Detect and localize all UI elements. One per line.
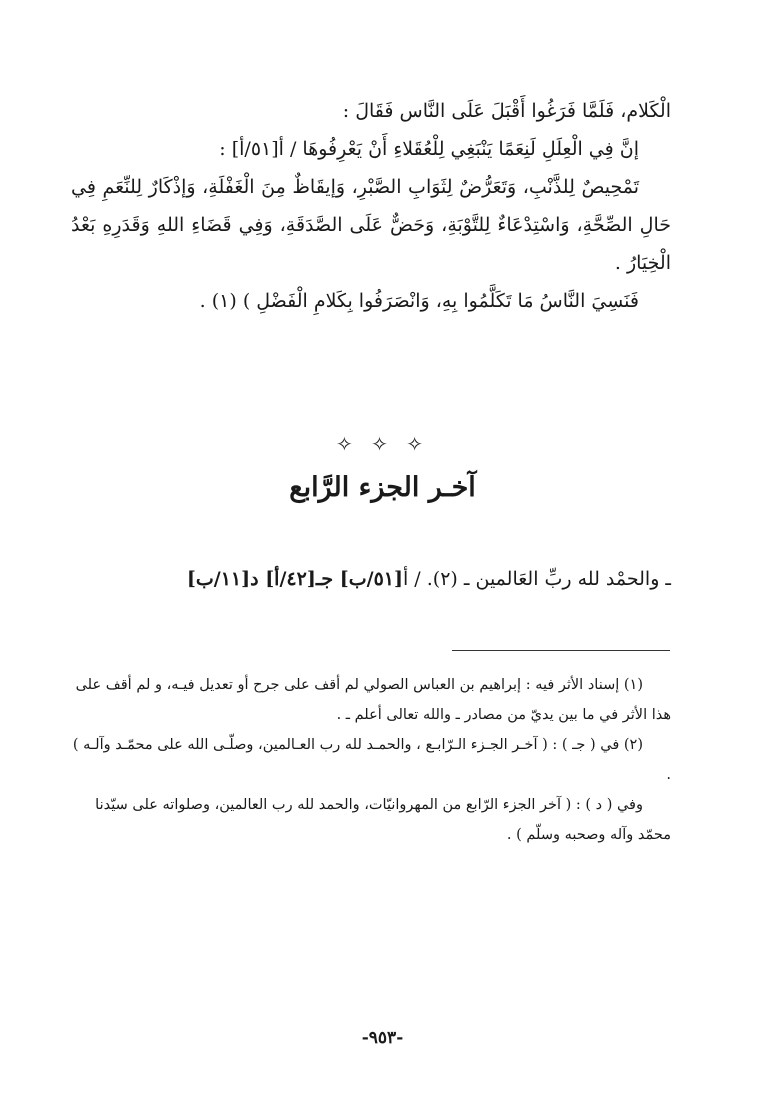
section-heading: آخـر الجزء الرَّابع: [289, 472, 476, 503]
paragraph-4: فَنَسِيَ النَّاسُ مَا تَكَلَّمُوا بِهِ، وَانْصَرَفُوا بِكَلامِ الْفَضْلِ ) (١) .: [199, 290, 639, 312]
closing-text: ـ والحمْد لله ربِّ العَالمين ـ (٢). / أ: [402, 568, 671, 590]
footnote-2: (٢) في ( جـ ) : ( آخـر الجـزء الـرّابـع ، والحمـد لله رب العـالمين، وصلّـى الله على محمّـد وآلـه ) .: [72, 737, 671, 783]
page-number: -٩٥٣-: [361, 1028, 404, 1048]
paragraph-3: تَمْحِيصٌ لِلذَّنْبِ، وَتَعَرُّضٌ لِثَوَابِ الصَّبْرِ، وَإيقَاظٌ مِنَ الْغَفْلَةِ، وَإذْكَارٌ لِلنِّعَمِ فِي حَالِ الصِّحَّةِ، وَاسْتِدْعَاءٌ لِلتَّوْبَةِ، وَحَضٌّ عَلَى الصَّدَقَةِ، وَفِي قَضَاءِ اللهِ وَقَدَرِهِ بَعْدُ الْخِيَارُ .: [71, 176, 671, 274]
ornament-separator: ✧ ✧ ✧: [336, 432, 429, 456]
footnote-2-continued: وفي ( د ) : ( آخر الجزء الرّابع من المهروانيّات، والحمد لله رب العالمين، وصلواته على سيّدنا محمّد وآله وصحبه وسلّم ) .: [95, 797, 671, 843]
paragraph-2: إنَّ فِي الْعِلَلِ لَنِعَمًا يَنْبَغِي لِلْعُقَلاءِ أَنْ يَعْرِفُوهَا / أ[٥١/أ] :: [219, 138, 639, 160]
footnotes: [71, 670, 671, 850]
footnote-divider: [452, 650, 670, 651]
footnote-1: (١) إسناد الأثر فيه : إبراهيم بن العباس الصولي لم أقف على جرح أو تعديل فيـه، و لم أقف على هذا الأثر في ما بين يديّ من مصادر ـ والله تعالى أعلم ـ .: [75, 677, 671, 723]
closing-line: [71, 564, 671, 594]
main-text: [71, 92, 671, 320]
paragraph-1: الْكَلام، فَلَمَّا فَرَغُوا أَقْبَلَ عَلَى النَّاس فَقَالَ :: [342, 100, 671, 122]
manuscript-refs: [٥١/ب] جـ[٤٢/أ] د[١١/ب]: [186, 568, 403, 590]
